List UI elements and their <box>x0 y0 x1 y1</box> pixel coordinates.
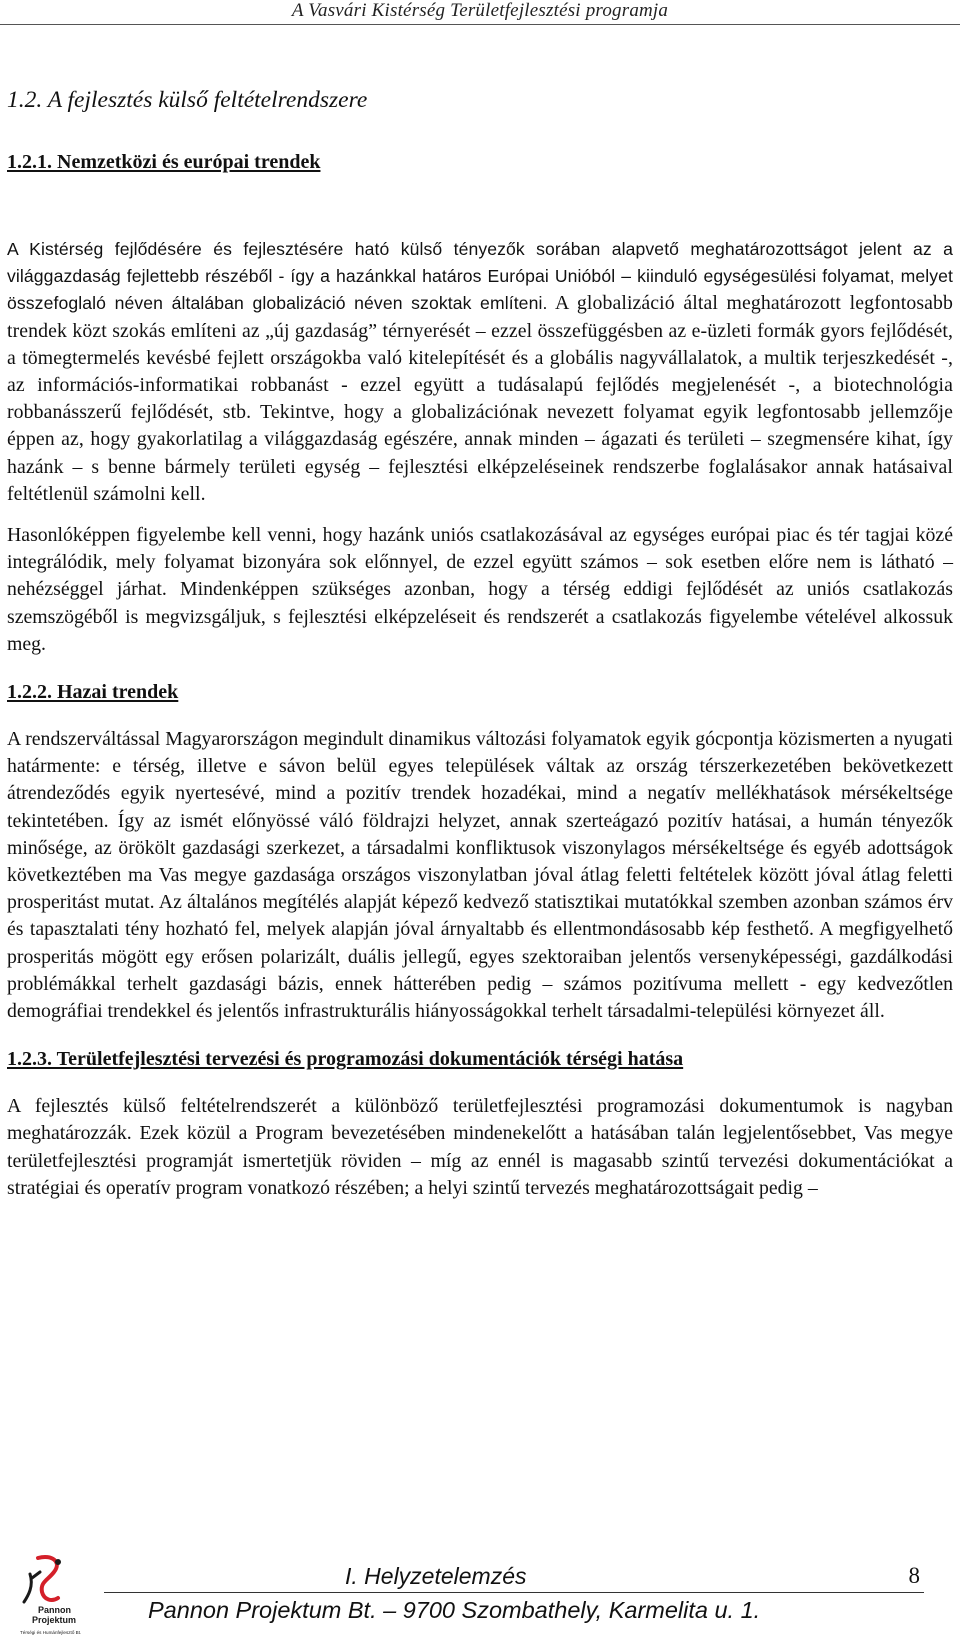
footer-divider <box>104 1592 924 1593</box>
footer-chapter: I. Helyzetelemzés <box>345 1563 527 1589</box>
logo-text-projektum: Projektum <box>32 1615 77 1625</box>
running-header-title: A Vasvári Kistérség Területfejlesztési programja <box>291 0 669 21</box>
logo-text-pannon: Pannon <box>38 1605 71 1615</box>
logo-black-stroke <box>24 1572 40 1602</box>
logo-tagline: Térségi és Humánfejlesztő Bt. <box>20 1630 82 1635</box>
subsection-heading-domestic: 1.2.2. Hazai trendek <box>7 681 179 704</box>
footer-company-address: Pannon Projektum Bt. – 9700 Szombathely, Karmelita u. 1. <box>148 1597 761 1623</box>
paragraph-planning-docs: A fejlesztés külső feltételrendszerét a különböző területfejlesztési programozási dokumentumok is nagyban meghatározzák. Ezek közül a Program bevezetésében mindenekelőtt a hatásában talán legjelentősebbet, Vas megye területfejlesztési programját ismertetjük röviden – míg az ennél is magasabb szintű tervezési dokumentációkat a stratégiai és operatív program vonatkozó részében; a helyi szintű tervezés meghatározottságait pedig – <box>7 1095 953 1199</box>
paragraph-eu-accession: Hasonlóképpen figyelembe kell venni, hogy hazánk uniós csatlakozásával az egységes európai piac és tér tagjai közé integrálódik, mely folyamat bizonyára sok előnnyel, de ezzel együtt számos – sok esetben előre nem is látható – nehézséggel járhat. Mindenképpen szükséges azonban, hogy a térség eddigi fejlődését az uniós csatlakozás szemszögéből is megvizsgáljuk, s fejlesztési elképzeléseit és rendszerét a csatlakozás figyelembe vételével alkossuk meg. <box>7 524 953 655</box>
page-footer <box>0 1550 960 1642</box>
paragraph-globalization <box>7 236 953 508</box>
running-header <box>0 0 960 26</box>
document-body <box>7 80 953 1202</box>
page-number: 8 <box>908 1563 920 1588</box>
paragraph-globalization-serif-run: A globalizáció által meghatározott legfontosabb trendek közt szokás említeni az „új gazdaság” térnyerését – ezzel összefüggésben az e-üzleti formák gyors fejlődését, a tömegtermelés kevésbé fejlett országokba való kitelepítését és a globális nagyvállalatok, a multik terjeszkedését -, az információs-informatikai robbanást - ezzel együtt a tudásalapú fejlődés megjelenését -, a biotechnológia robbanásszerű fejlődését, stb. Tekintve, hogy a globalizációnak nevezett folyamat egyik legfontosabb jellemzője éppen az, hogy gyakorlatilag a világgazdaság egészére, annak minden – ágazati és területi – szegmensére kihat, így hazánk – s benne bármely területi egység – fejlesztési elképzeléseinek rendszerbe foglalásakor annak hatásaival feltétlenül számolni kell. <box>7 292 953 505</box>
subsection-heading-planning-docs: 1.2.3. Területfejlesztési tervezési és programozási dokumentációk térségi hatása <box>7 1048 684 1071</box>
header-divider <box>0 24 960 25</box>
paragraph-globalization-sans-run: A Kistérség fejlődésére és fejlesztésére ható külső tényezők sorában alapvető meghatározottságot jelent az a világgazdaság fejlettebb részéből - így a hazánkkal határos Európai Unióból – kiinduló egységesülési folyamat, melyet összefoglaló néven általában globalizáció néven szoktak említeni. <box>7 239 953 314</box>
pannon-projektum-logo <box>18 1552 90 1640</box>
logo-red-swoosh <box>38 1557 58 1600</box>
subsection-heading-international: 1.2.1. Nemzetközi és európai trendek <box>7 151 321 173</box>
section-heading: 1.2. A fejlesztés külső feltételrendszere <box>7 87 368 113</box>
paragraph-domestic-trends: A rendszerváltással Magyarországon megindult dinamikus változási folyamatok egyik gócpontja közismerten a nyugati határmente: e térség, illetve e sávon belül egyes települések váltak az ország térszerkezetében bekövetkezett átrendeződés egyik nyertesévé, mind a pozitív trendek hozadékai, mind a negatív mellékhatások mérsékeltsége tekintetében. Így az ismét előnyössé váló földrajzi helyzet, annak szerteágazó pozitív hatásai, a humán tényezők minősége, az örökölt gazdasági szerkezet, a társadalmi konfliktusok viszonylagos mérsékeltsége és egyéb adottságok következtében ma Vas megye gazdasága országos viszonylatban jóval átlag feletti feltételek között jóval átlag feletti prosperitást mutat. Az általános megítélés alapját képező kedvező statisztikai mutatókkal szemben azonban számos érv és tapasztalati tény hozható fel, melyek alapján jóval árnyaltabb és ellentmondásosabb kép festhető. A megfigyelhető prosperitás mögött egy erősen polarizált, duális jellegű, egyes szektoraiban jelentős versenyképességi, gazdálkodási problémákkal terhelt gazdasági bázis, ennek hátterében pedig – számos pozitívuma mellett - egy kedvezőtlen demográfiai trendekkel és jelentős infrastrukturális hiányosságokkal terhelt társadalmi-települési környezet áll. <box>7 728 953 1023</box>
logo-head-dot <box>55 1559 61 1565</box>
logo-graphic <box>18 1552 90 1640</box>
